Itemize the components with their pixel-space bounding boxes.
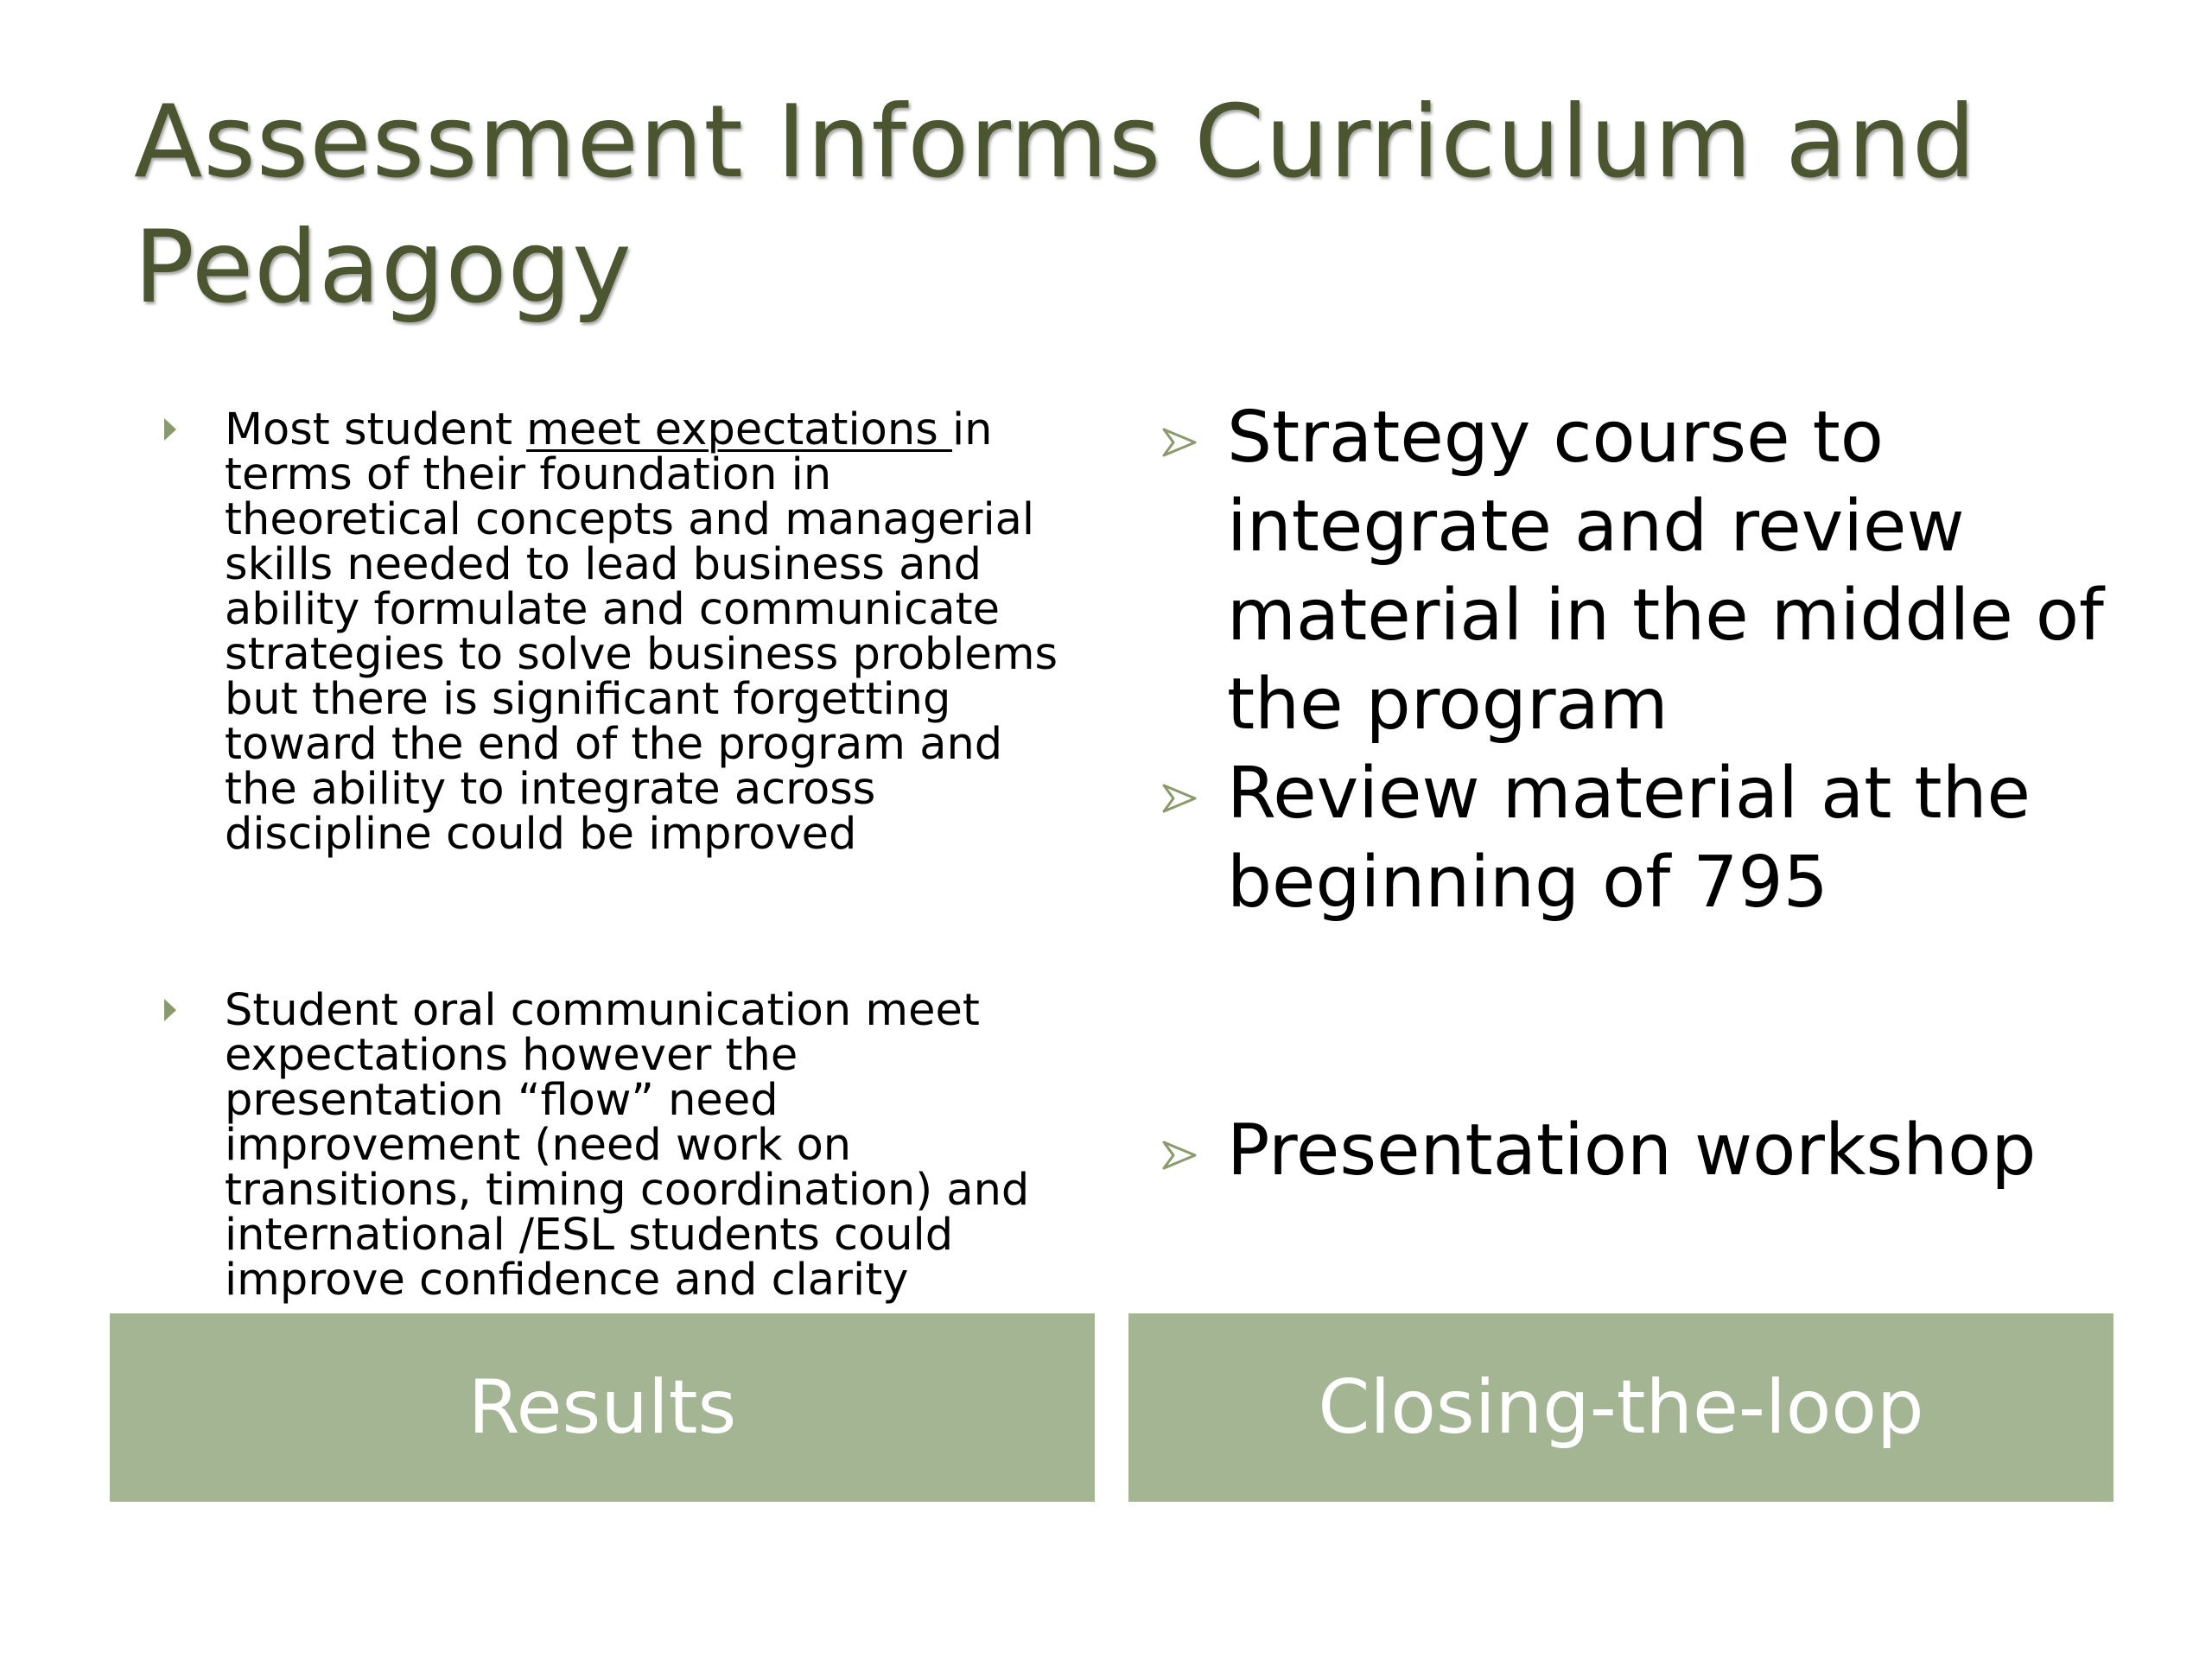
results-item-2-text: Student oral communication meet expectations however the presentation “flow” need improvement (need work on transitions, timing coordination) and international /ESL students could improve confidence and clarity [225,985,1030,1306]
closing-item-3 [1162,1106,2130,1195]
results-list [164,404,1080,1306]
results-item-1-underlined: meet expectations [526,404,952,455]
closing-label: Closing-the-loop [1318,1364,1924,1451]
closing-item-1-text: Strategy course to integrate and review material in the middle of the program [1227,397,2104,746]
closing-item-2-text: Review material at the beginning of 795 [1227,753,2031,924]
results-label: Results [467,1364,737,1451]
closing-item-3-text: Presentation workshop [1227,1109,2037,1192]
arrowhead-bullet-icon [1162,1141,1197,1170]
closing-label-box [1128,1313,2113,1502]
results-item-1 [164,404,1080,860]
closing-item-1 [1162,393,2130,749]
results-item-2 [164,985,1080,1306]
slide-title: Assessment Informs Curriculum and Pedagogy [134,84,1977,326]
arrowhead-bullet-icon [1162,428,1197,457]
results-label-box [110,1313,1095,1502]
arrowhead-bullet-icon [1162,784,1197,813]
results-item-1-suffix: in terms of their foundation in theoretical concepts and managerial skills needed to lead business and ability formulate and communicate strategies to solve business problems but there is significant forgetting toward the end of the program and the ability to integrate across discipline could be improved [225,404,1058,860]
results-item-1-prefix: Most student [225,404,527,455]
closing-item-2 [1162,749,2130,927]
closing-list [1162,393,2130,1195]
triangle-bullet-icon [164,418,176,441]
triangle-bullet-icon [164,999,176,1021]
